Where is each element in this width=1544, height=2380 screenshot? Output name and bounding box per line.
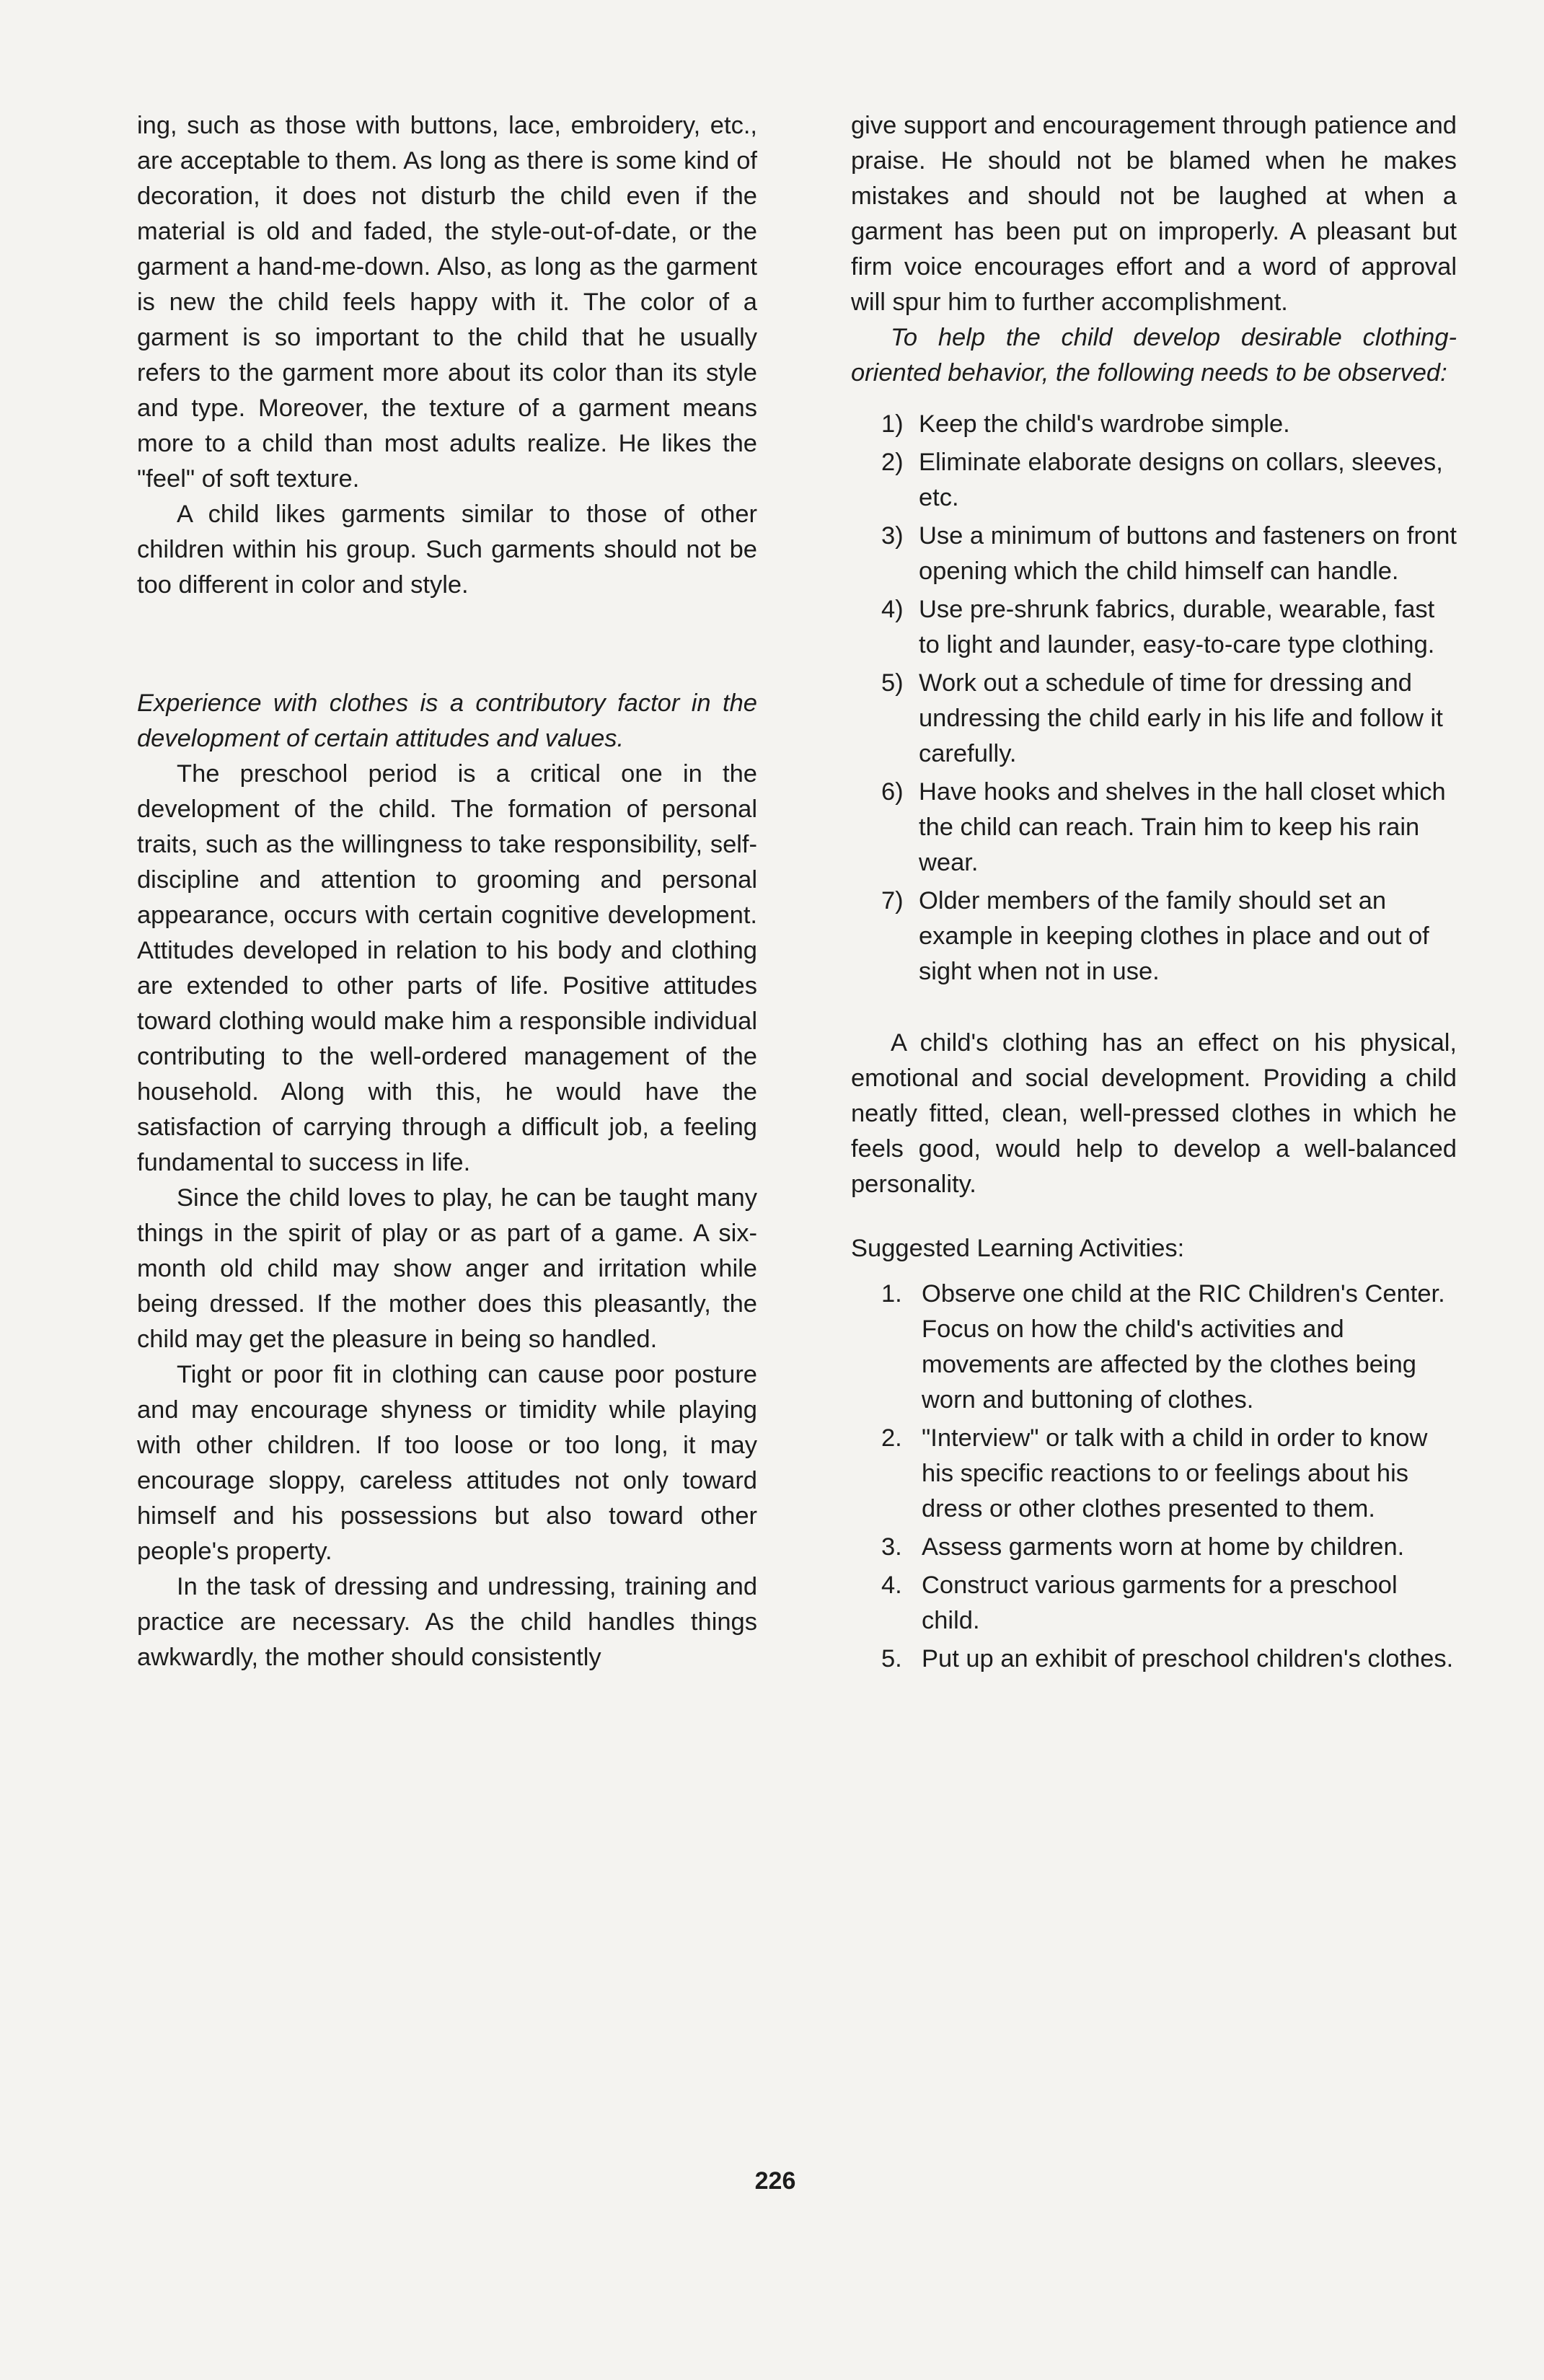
activities-list	[851, 1277, 1457, 1677]
paragraph-play: Since the child loves to play, he can be taught many things in the spirit of play or as part of a game. A six-month old child may show anger and irritation while being dressed. If the mother does this pleasantly, the child may get the pleasure in being so handled.	[137, 1184, 757, 1353]
activity-item: 5. Put up an exhibit of preschool children's clothes.	[881, 1645, 1454, 1672]
paragraph-decoration: ing, such as those with buttons, lace, embroidery, etc., are acceptable to them. As long as there is some kind of decoration, it does not disturb the child even if the material is old and faded, the style-out-of-date, or the garment a hand-me-down. Also, as long as the garment is new the child feels happy with it. The color of a garment is so important to the child that he usually refers to the garment more about its color than its style and type. Moreover, the texture of a garment means more to a child than most adults realize. He likes the "feel" of soft texture.	[137, 112, 757, 493]
paragraph-clothing-effect: A child's clothing has an effect on his physical, emotional and social development. Providing a child neatly fitted, clean, well-pressed clothes in which he feels good, would help to develop a well-balanced personality.	[851, 1029, 1457, 1198]
paragraph-fit: Tight or poor fit in clothing can cause poor posture and may encourage shyness or timidity while playing with other children. If too loose or too long, it may encourage sloppy, careless attitudes not only toward himself and his possessions but also toward other people's property.	[137, 1361, 757, 1565]
section-heading-attitudes: Experience with clothes is a contributory factor in the development of certain attitudes and values.	[137, 689, 757, 752]
needs-intro: To help the child develop desirable clothing-oriented behavior, the following needs to be observed:	[851, 324, 1457, 387]
page-number: 226	[754, 2167, 796, 2195]
activity-item: 4. Construct various garments for a preschool child.	[881, 1572, 1398, 1634]
paragraph-support: give support and encouragement through patience and praise. He should not be blamed when he makes mistakes and should not be laughed at when a garment has been put on improperly. A pleasant but firm voice encourages effort and a word of approval will spur him to further accomplishment.	[851, 112, 1457, 316]
paragraph-group-garments: A child likes garments similar to those of other children within his group. Such garments should not be too different in color and style.	[137, 501, 757, 599]
needs-item: 7) Older members of the family should set an example in keeping clothes in place and out of sight when not in use.	[881, 887, 1429, 985]
needs-item: 6) Have hooks and shelves in the hall closet which the child can reach. Train him to keep his rain wear.	[881, 778, 1446, 876]
activity-item: 3. Assess garments worn at home by children.	[881, 1533, 1405, 1561]
needs-list	[851, 407, 1457, 990]
activity-item: 1. Observe one child at the RIC Children's Center. Focus on how the child's activities and movements are affected by the clothes being worn and buttoning of clothes.	[881, 1280, 1445, 1414]
left-column	[137, 108, 757, 1675]
needs-item: 2) Eliminate elaborate designs on collars, sleeves, etc.	[881, 449, 1443, 511]
right-column	[851, 108, 1457, 1680]
paragraph-preschool-period: The preschool period is a critical one in the development of the child. The formation of personal traits, such as the willingness to take responsibility, self-discipline and attention to grooming and personal appearance, occurs with certain cognitive development. Attitudes developed in relation to his body and clothing are extended to other parts of life. Positive attitudes toward clothing would make him a responsible individual contributing to the well-ordered management of the household. Along with this, he would have the satisfaction of carrying through a difficult job, a feeling fundamental to success in life.	[137, 760, 757, 1176]
needs-item: 5) Work out a schedule of time for dressing and undressing the child early in his life and follow it carefully.	[881, 669, 1443, 767]
paragraph-dressing: In the task of dressing and undressing, training and practice are necessary. As the child handles things awkwardly, the mother should consistently	[137, 1573, 757, 1671]
needs-item: 1) Keep the child's wardrobe simple.	[881, 410, 1290, 438]
needs-item: 3) Use a minimum of buttons and fasteners on front opening which the child himself can handle.	[881, 522, 1457, 585]
needs-item: 4) Use pre-shrunk fabrics, durable, wearable, fast to light and launder, easy-to-care type clothing.	[881, 596, 1435, 658]
activity-item: 2. "Interview" or talk with a child in order to know his specific reactions to or feelings about his dress or other clothes presented to them.	[881, 1424, 1428, 1522]
activities-heading: Suggested Learning Activities:	[851, 1235, 1185, 1262]
